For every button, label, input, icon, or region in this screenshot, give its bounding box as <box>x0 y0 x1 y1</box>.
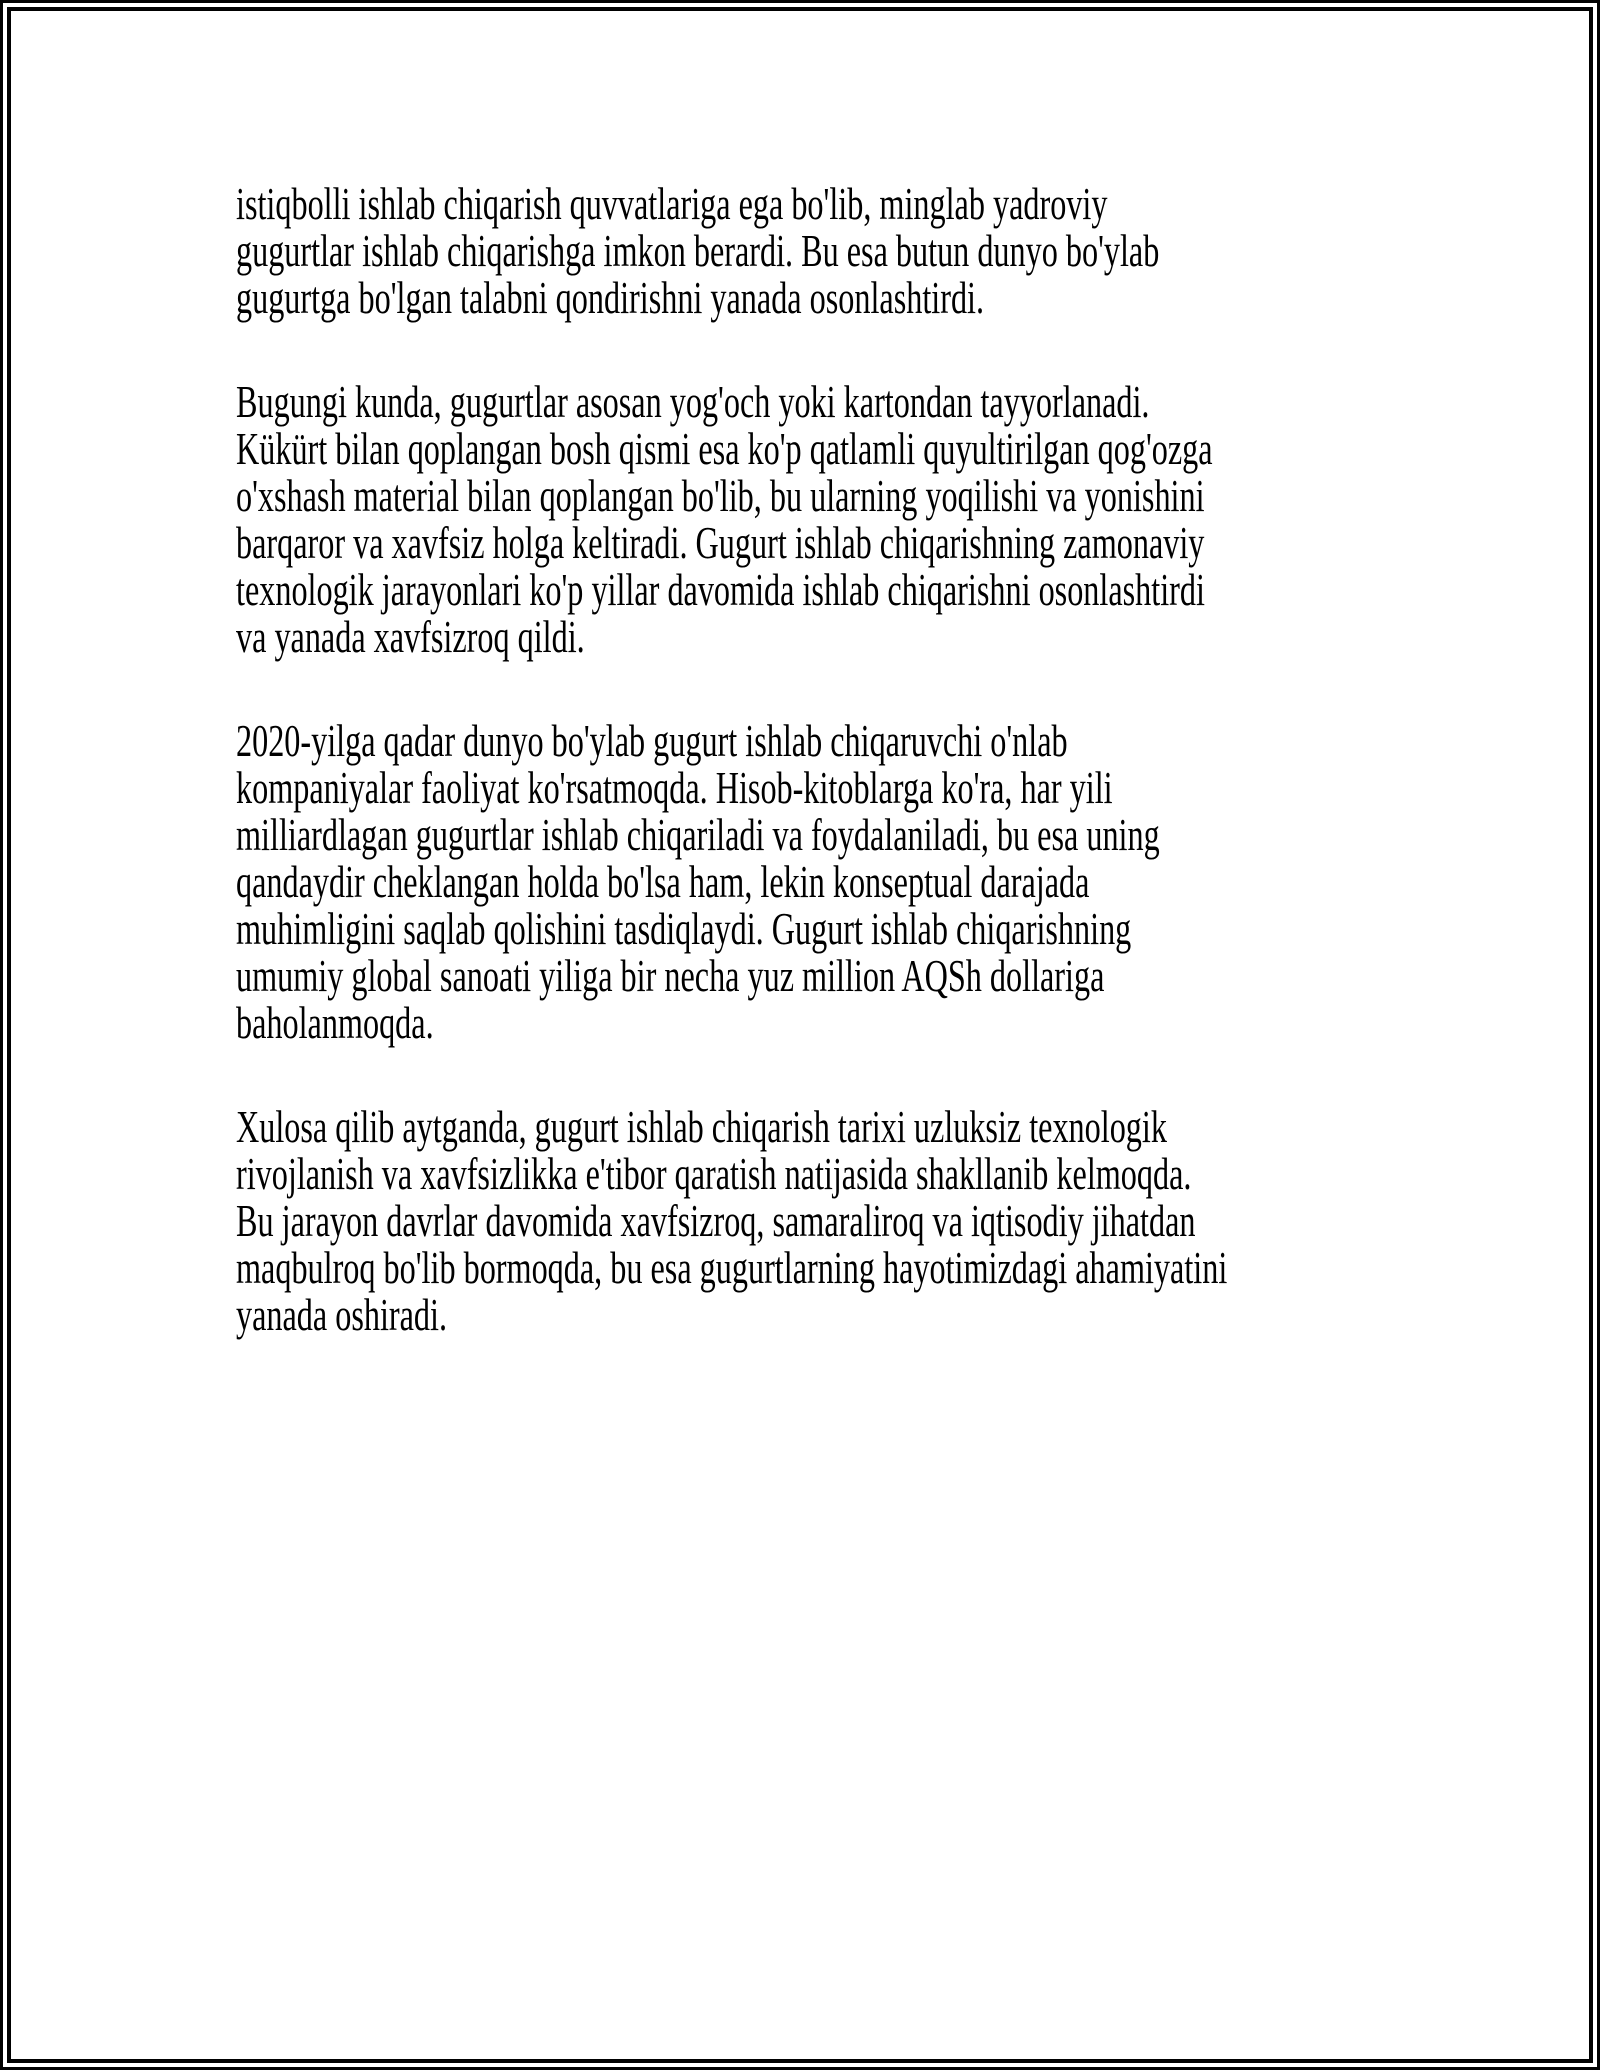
text-line: rivojlanish va xavfsizlikka e'tibor qaratish natijasida shakllanib kelmoqda. <box>236 1148 1192 1199</box>
paragraph-3 <box>236 717 1398 1046</box>
text-line: milliardlagan gugurtlar ishlab chiqariladi va foydalaniladi, bu esa uning <box>236 809 1160 860</box>
text-line: istiqbolli ishlab chiqarish quvvatlariga ega bo'lib, minglab yadroviy <box>236 178 1108 229</box>
text-line: gugurtga bo'lgan talabni qondirishni yanada osonlashtirdi. <box>236 272 985 323</box>
text-line: yanada oshiradi. <box>236 1289 448 1340</box>
text-line: gugurtlar ishlab chiqarishga imkon berardi. Bu esa butun dunyo bo'ylab <box>236 225 1160 276</box>
text-line: Bu jarayon davrlar davomida xavfsizroq, samaraliroq va iqtisodiy jihatdan <box>236 1195 1196 1246</box>
text-line: o'xshash material bilan qoplangan bo'lib, bu ularning yoqilishi va yonishini <box>236 470 1205 521</box>
text-line: Bugungi kunda, gugurtlar asosan yog'och yoki kartondan tayyorlanadi. <box>236 376 1150 427</box>
text-line: qandaydir cheklangan holda bo'lsa ham, lekin konseptual darajada <box>236 856 1090 907</box>
text-line: va yanada xavfsizroq qildi. <box>236 611 585 662</box>
text-line: texnologik jarayonlari ko'p yillar davomida ishlab chiqarishni osonlashtirdi <box>236 564 1205 615</box>
paragraph-2 <box>236 378 1398 660</box>
paragraph-1 <box>236 180 1398 321</box>
text-line: Kükürt bilan qoplangan bosh qismi esa ko'p qatlamli quyultirilgan qog'ozga <box>236 423 1213 474</box>
text-line: 2020-yilga qadar dunyo bo'ylab gugurt ishlab chiqaruvchi o'nlab <box>236 715 1068 766</box>
text-line: barqaror va xavfsiz holga keltiradi. Gugurt ishlab chiqarishning zamonaviy <box>236 517 1205 568</box>
text-line: muhimligini saqlab qolishini tasdiqlaydi. Gugurt ishlab chiqarishning <box>236 903 1132 954</box>
text-line: Xulosa qilib aytganda, gugurt ishlab chiqarish tarixi uzluksiz texnologik <box>236 1101 1167 1152</box>
text-line: maqbulroq bo'lib bormoqda, bu esa gugurtlarning hayotimizdagi ahamiyatini <box>236 1242 1228 1293</box>
paragraph-4 <box>236 1103 1398 1338</box>
text-line: umumiy global sanoati yiliga bir necha yuz million AQSh dollariga <box>236 950 1105 1001</box>
text-line: baholanmoqda. <box>236 997 434 1048</box>
text-line: kompaniyalar faoliyat ko'rsatmoqda. Hisob-kitoblarga ko'ra, har yili <box>236 762 1113 813</box>
document-text-block <box>236 180 1398 1395</box>
